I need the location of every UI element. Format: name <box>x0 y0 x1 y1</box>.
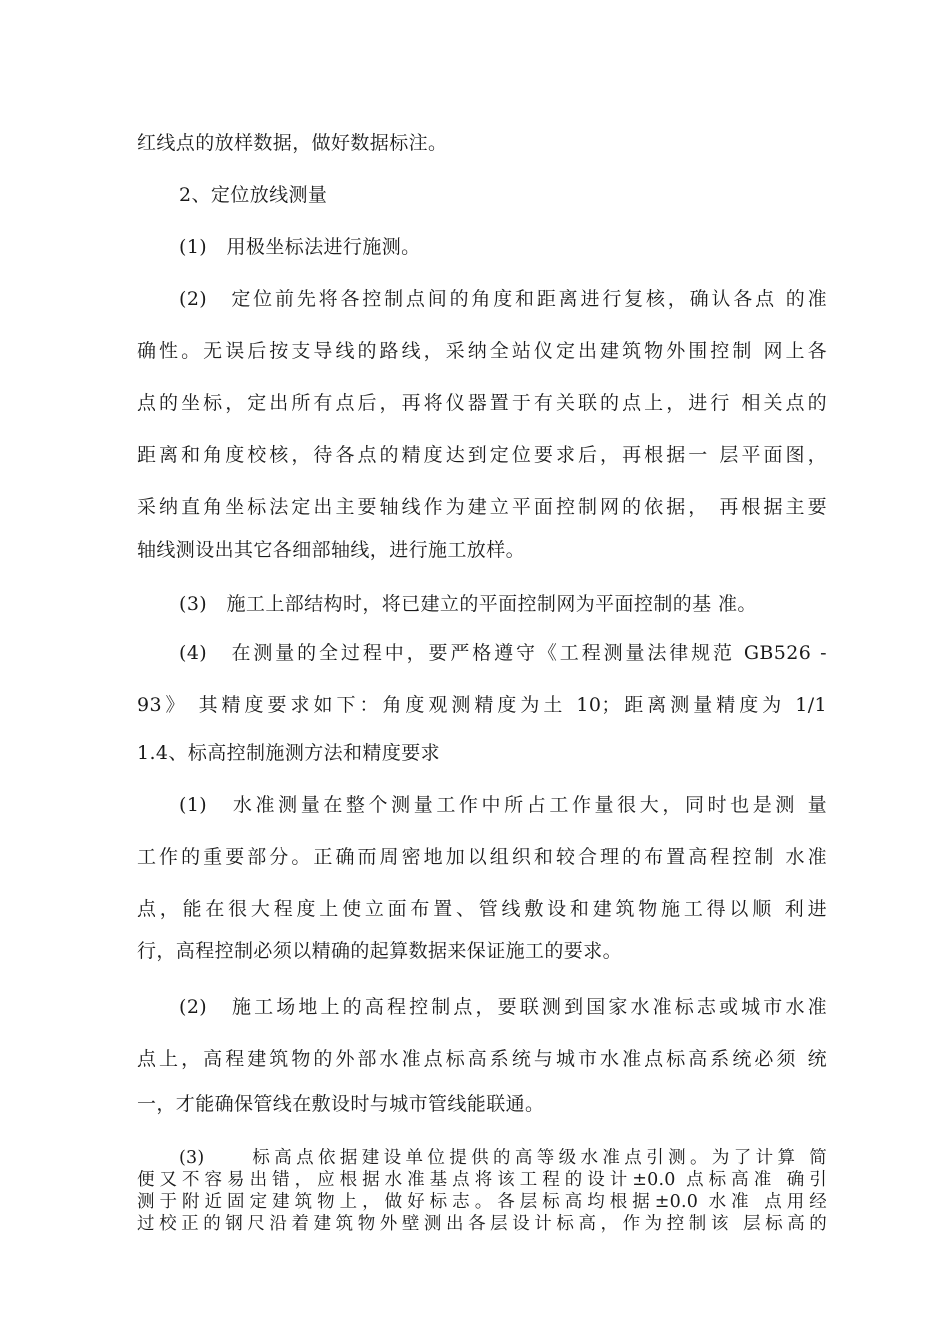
text-line: 点，能在很大程度上使立面布置、管线敷设和建筑物施工得以顺 利进 <box>137 898 827 920</box>
text-line: 测于附近固定建筑物上，做好标志。各层标高均根据±0.0 水准 点用经 <box>137 1192 827 1212</box>
text-line: (3) 施工上部结构时，将已建立的平面控制网为平面控制的基 准。 <box>179 593 757 615</box>
text-line: 行，高程控制必须以精确的起算数据来保证施工的要求。 <box>137 940 623 962</box>
text-line: (3) 标高点依据建设单位提供的高等级水准点引测。为了计算 简 <box>179 1148 827 1168</box>
text-line: (4) 在测量的全过程中，要严格遵守《工程测量法律规范 GB526 - <box>179 642 827 664</box>
text-line: 过校正的钢尺沿着建筑物外壁测出各层设计标高，作为控制该 层标高的 <box>137 1214 827 1234</box>
text-line: 红线点的放样数据，做好数据标注。 <box>137 132 448 154</box>
section-heading: 2、定位放线测量 <box>179 184 328 206</box>
section-heading: 1.4、标高控制施测方法和精度要求 <box>137 742 441 764</box>
text-line: (1) 水准测量在整个测量工作中所占工作量很大，同时也是测 量 <box>179 794 827 816</box>
text-line: 点上，高程建筑物的外部水准点标高系统与城市水准点标高系统必须 统 <box>137 1048 827 1070</box>
text-line: 便又不容易出错，应根据水准基点将该工程的设计±0.0 点标高准 确引 <box>137 1170 827 1190</box>
text-line: 采纳直角坐标法定出主要轴线作为建立平面控制网的依据， 再根据主要 <box>137 496 827 518</box>
text-line: (1) 用极坐标法进行施测。 <box>179 236 421 258</box>
text-line: 93》 其精度要求如下：角度观测精度为土 10；距离测量精度为 1/1 <box>137 694 827 716</box>
text-line: (2) 施工场地上的高程控制点，要联测到国家水准标志或城市水准 <box>179 996 827 1018</box>
text-line: 距离和角度校核，待各点的精度达到定位要求后，再根据一 层平面图， <box>137 444 827 466</box>
text-line: 确性。无误后按支导线的路线，采纳全站仪定出建筑物外围控制 网上各 <box>137 340 827 362</box>
text-line: 一，才能确保管线在敷设时与城市管线能联通。 <box>137 1093 545 1115</box>
text-line: 工作的重要部分。正确而周密地加以组织和较合理的布置高程控制 水准 <box>137 846 827 868</box>
text-line: 点的坐标，定出所有点后，再将仪器置于有关联的点上，进行 相关点的 <box>137 392 827 414</box>
text-line: (2) 定位前先将各控制点间的角度和距离进行复核，确认各点 的准 <box>179 288 827 310</box>
text-line: 轴线测设出其它各细部轴线，进行施工放样。 <box>137 539 526 561</box>
